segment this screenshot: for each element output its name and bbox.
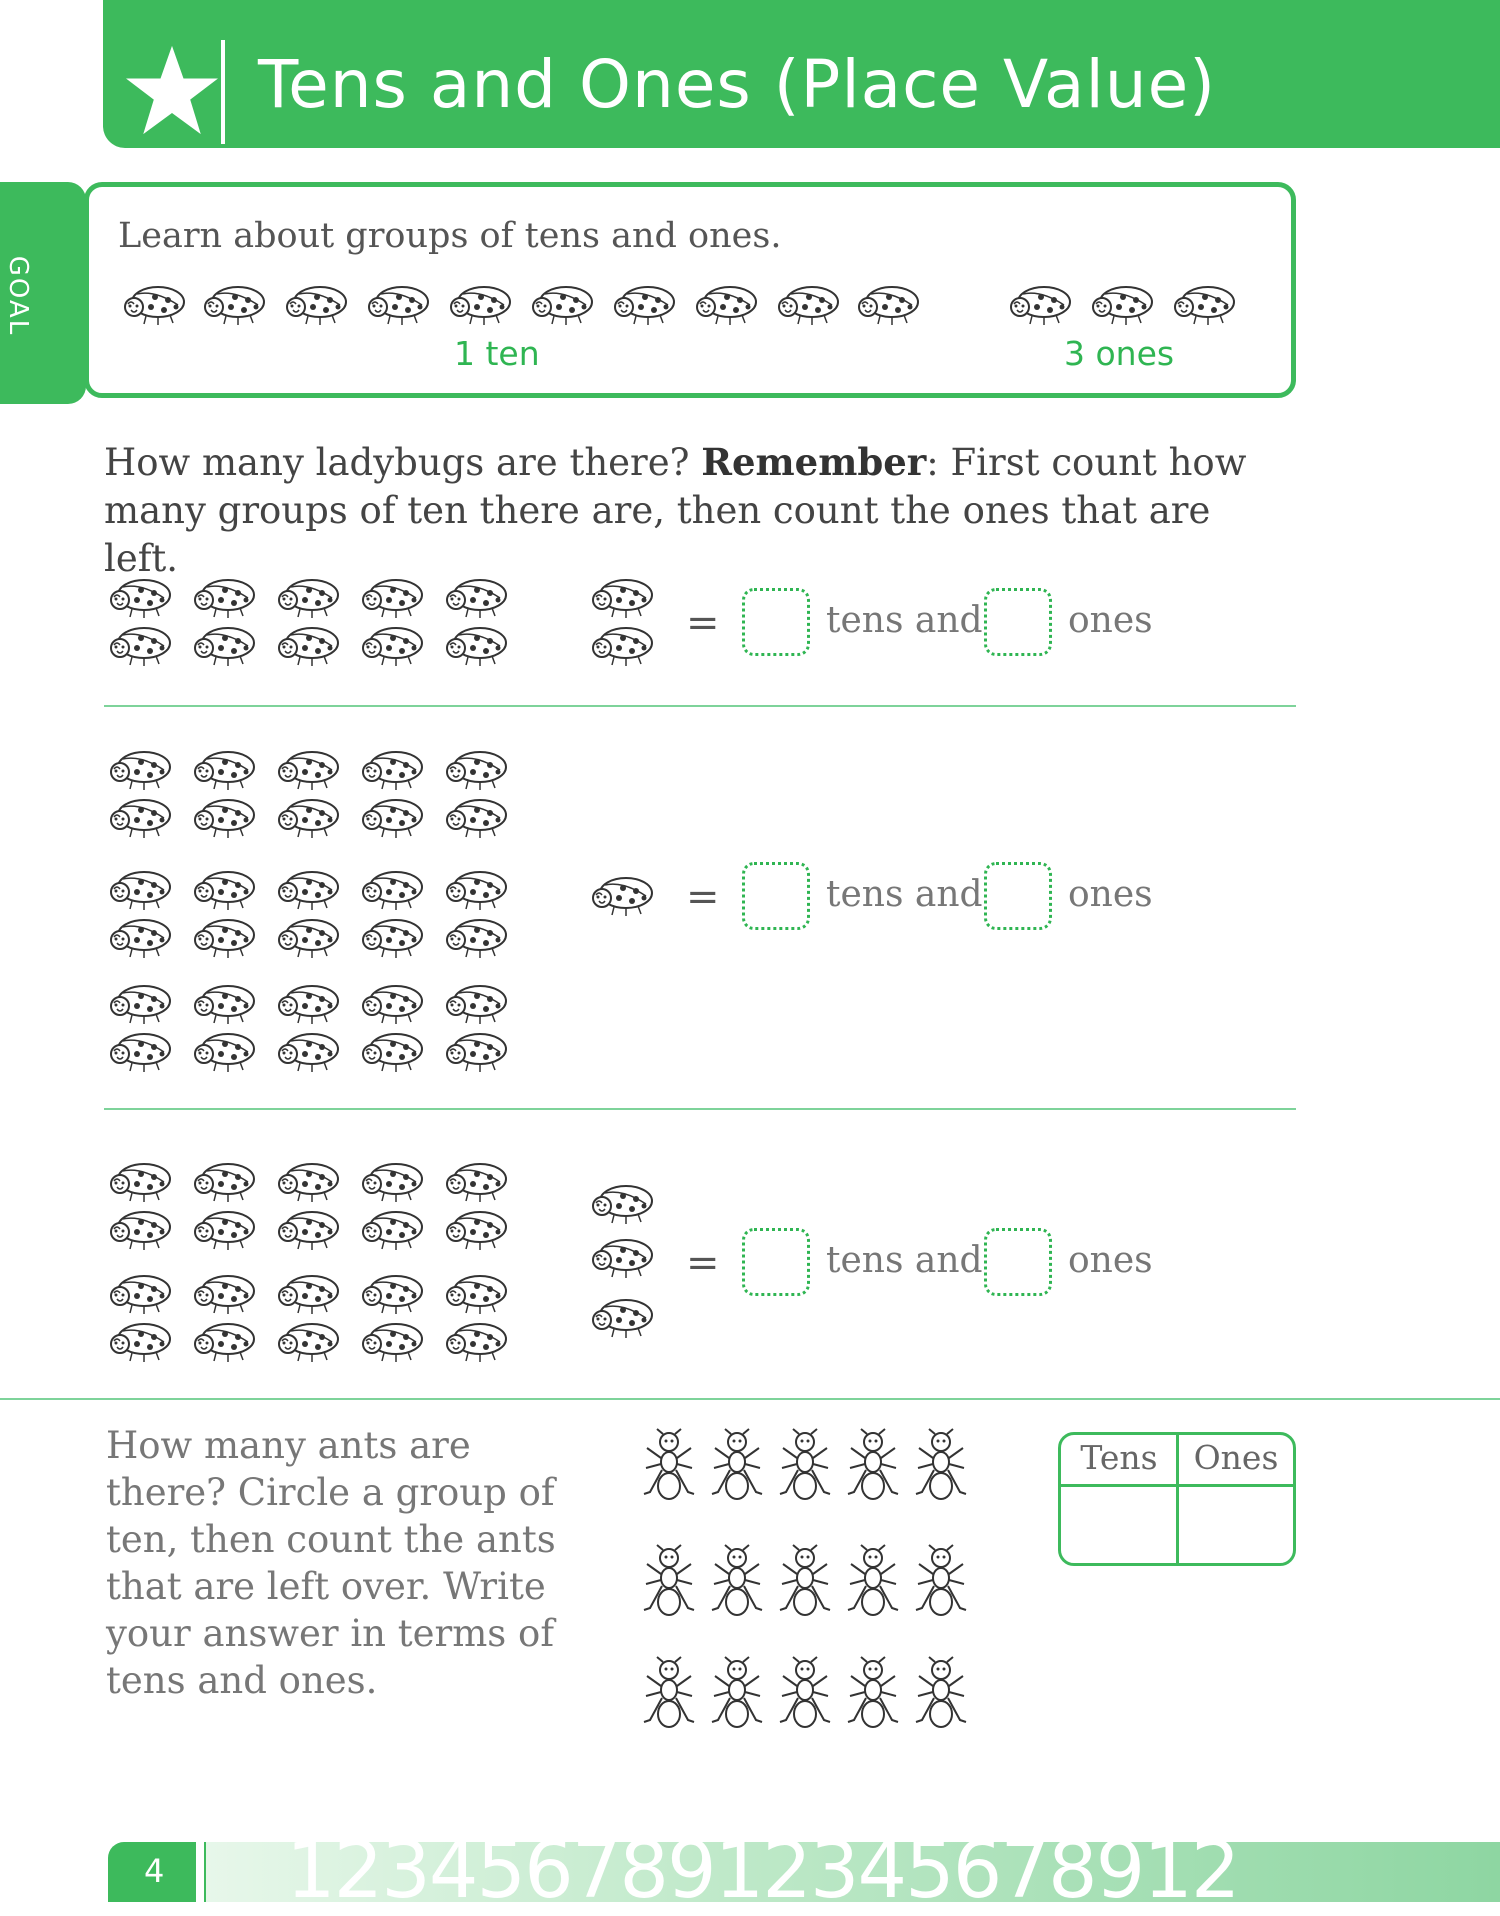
footer-digits: 12345678912345678912 (286, 1826, 1239, 1916)
ladybug-icon (444, 283, 514, 327)
ladybug-icon (586, 874, 656, 918)
ant-icon (640, 1544, 698, 1626)
section-divider (0, 1398, 1500, 1400)
ladybug-icon (586, 1296, 656, 1340)
ladybug-icon (104, 868, 174, 912)
ant-icon (844, 1544, 902, 1626)
ladybug-icon (608, 283, 678, 327)
ladybug-icon (356, 624, 426, 668)
ladybug-icon (272, 916, 342, 960)
ladybug-icon (356, 1320, 426, 1364)
ladybug-icon (188, 916, 258, 960)
table-header-tens: Tens (1080, 1438, 1158, 1477)
tens-label: tens and (826, 1240, 983, 1281)
ones-label: ones (1068, 1240, 1153, 1281)
header-divider (221, 40, 225, 144)
equals-sign: = (686, 874, 720, 920)
ladybug-icon (852, 283, 922, 327)
ladybug-icon (104, 1030, 174, 1074)
ladybug-icon (272, 1160, 342, 1204)
ladybug-icon (272, 748, 342, 792)
goal-label-ones: 3 ones (1064, 334, 1175, 373)
ladybug-icon (104, 624, 174, 668)
ladybug-icon (272, 1272, 342, 1316)
ones-answer-box[interactable] (984, 862, 1052, 930)
ladybug-icon (272, 796, 342, 840)
ladybug-icon (586, 576, 656, 620)
ladybug-icon (356, 868, 426, 912)
instructions (104, 438, 1294, 583)
ones-label: ones (1068, 600, 1153, 641)
ant-icon (640, 1428, 698, 1510)
ladybug-icon (362, 283, 432, 327)
ladybug-icon (104, 1160, 174, 1204)
ant-icon (912, 1656, 970, 1738)
ladybug-icon (188, 1208, 258, 1252)
ant-question: How many ants are there? Circle a group of ten, then count the ants that are left over. Write your answer in terms of tens and ones. (106, 1424, 556, 1702)
tens-answer-box[interactable] (742, 862, 810, 930)
ladybug-icon (104, 1320, 174, 1364)
divider (104, 705, 1296, 707)
ant-icon (776, 1656, 834, 1738)
ant-icon (776, 1428, 834, 1510)
ladybug-icon (586, 1182, 656, 1226)
ladybug-icon (188, 748, 258, 792)
equals-sign: = (686, 600, 720, 646)
ones-answer-cell[interactable] (1179, 1487, 1293, 1563)
ones-answer-box[interactable] (984, 588, 1052, 656)
ladybug-icon (440, 796, 510, 840)
ladybug-icon (356, 1208, 426, 1252)
ant-icon (912, 1544, 970, 1626)
ladybug-icon (280, 283, 350, 327)
ones-label: ones (1068, 874, 1153, 915)
ladybug-icon (272, 576, 342, 620)
ladybug-icon (104, 748, 174, 792)
ladybug-icon (690, 283, 760, 327)
star-icon (124, 44, 220, 136)
ant-icon (640, 1656, 698, 1738)
instructions-suffix: : First count how many groups of ten there are, then count the ones that are left. (104, 441, 1247, 580)
ladybug-icon (356, 1272, 426, 1316)
ladybug-icon (440, 1160, 510, 1204)
ladybug-icon (272, 1208, 342, 1252)
ladybug-icon (1168, 283, 1238, 327)
ladybug-icon (440, 624, 510, 668)
ladybug-icon (356, 982, 426, 1026)
ladybug-icon (104, 796, 174, 840)
ladybug-icon (188, 868, 258, 912)
ladybug-icon (440, 748, 510, 792)
ladybug-icon (356, 576, 426, 620)
ladybug-icon (356, 916, 426, 960)
goal-text: Learn about groups of tens and ones. (118, 216, 782, 256)
ladybug-icon (440, 1320, 510, 1364)
ladybug-icon (104, 916, 174, 960)
ladybug-icon (188, 624, 258, 668)
ones-answer-box[interactable] (984, 1228, 1052, 1296)
ladybug-icon (440, 868, 510, 912)
ladybug-icon (772, 283, 842, 327)
ladybug-icon (440, 1030, 510, 1074)
ladybug-icon (188, 576, 258, 620)
instructions-prefix: How many ladybugs are there? (104, 441, 702, 484)
instructions-remember: Remember (701, 440, 927, 484)
ladybug-icon (104, 576, 174, 620)
divider (104, 1108, 1296, 1110)
table-header-ones: Ones (1193, 1438, 1279, 1477)
ladybug-icon (118, 283, 188, 327)
ladybug-icon (440, 1272, 510, 1316)
footer-separator (196, 1842, 204, 1902)
ladybug-icon (586, 624, 656, 668)
ladybug-icon (586, 1236, 656, 1280)
ladybug-icon (272, 624, 342, 668)
tens-answer-box[interactable] (742, 1228, 810, 1296)
ladybug-icon (188, 1160, 258, 1204)
ladybug-icon (188, 1030, 258, 1074)
ladybug-icon (272, 1030, 342, 1074)
ant-icon (776, 1544, 834, 1626)
ladybug-icon (356, 748, 426, 792)
ant-icon (912, 1428, 970, 1510)
ladybug-icon (526, 283, 596, 327)
ladybug-icon (440, 576, 510, 620)
ant-icon (708, 1656, 766, 1738)
ladybug-icon (188, 982, 258, 1026)
ant-icon (844, 1656, 902, 1738)
ladybug-icon (188, 1320, 258, 1364)
ladybug-icon (356, 1160, 426, 1204)
ladybug-icon (272, 982, 342, 1026)
goal-tab-label: GOAL (3, 255, 33, 337)
ant-icon (708, 1544, 766, 1626)
page-title: Tens and Ones (Place Value) (258, 46, 1216, 123)
ladybug-icon (1086, 283, 1156, 327)
ladybug-icon (356, 796, 426, 840)
ladybug-icon (104, 982, 174, 1026)
ladybug-icon (198, 283, 268, 327)
ladybug-icon (440, 916, 510, 960)
ant-icon (844, 1428, 902, 1510)
ladybug-icon (104, 1208, 174, 1252)
ladybug-icon (188, 1272, 258, 1316)
equals-sign: = (686, 1240, 720, 1286)
tens-label: tens and (826, 874, 983, 915)
ladybug-icon (440, 982, 510, 1026)
ladybug-icon (1004, 283, 1074, 327)
ladybug-icon (272, 868, 342, 912)
tens-label: tens and (826, 600, 983, 641)
ladybug-icon (188, 796, 258, 840)
ladybug-icon (104, 1272, 174, 1316)
goal-label-ten: 1 ten (454, 334, 540, 373)
ladybug-icon (356, 1030, 426, 1074)
tens-answer-cell[interactable] (1061, 1487, 1176, 1563)
page-number: 4 (144, 1852, 165, 1890)
ladybug-icon (272, 1320, 342, 1364)
ladybug-icon (440, 1208, 510, 1252)
tens-answer-box[interactable] (742, 588, 810, 656)
ant-icon (708, 1428, 766, 1510)
